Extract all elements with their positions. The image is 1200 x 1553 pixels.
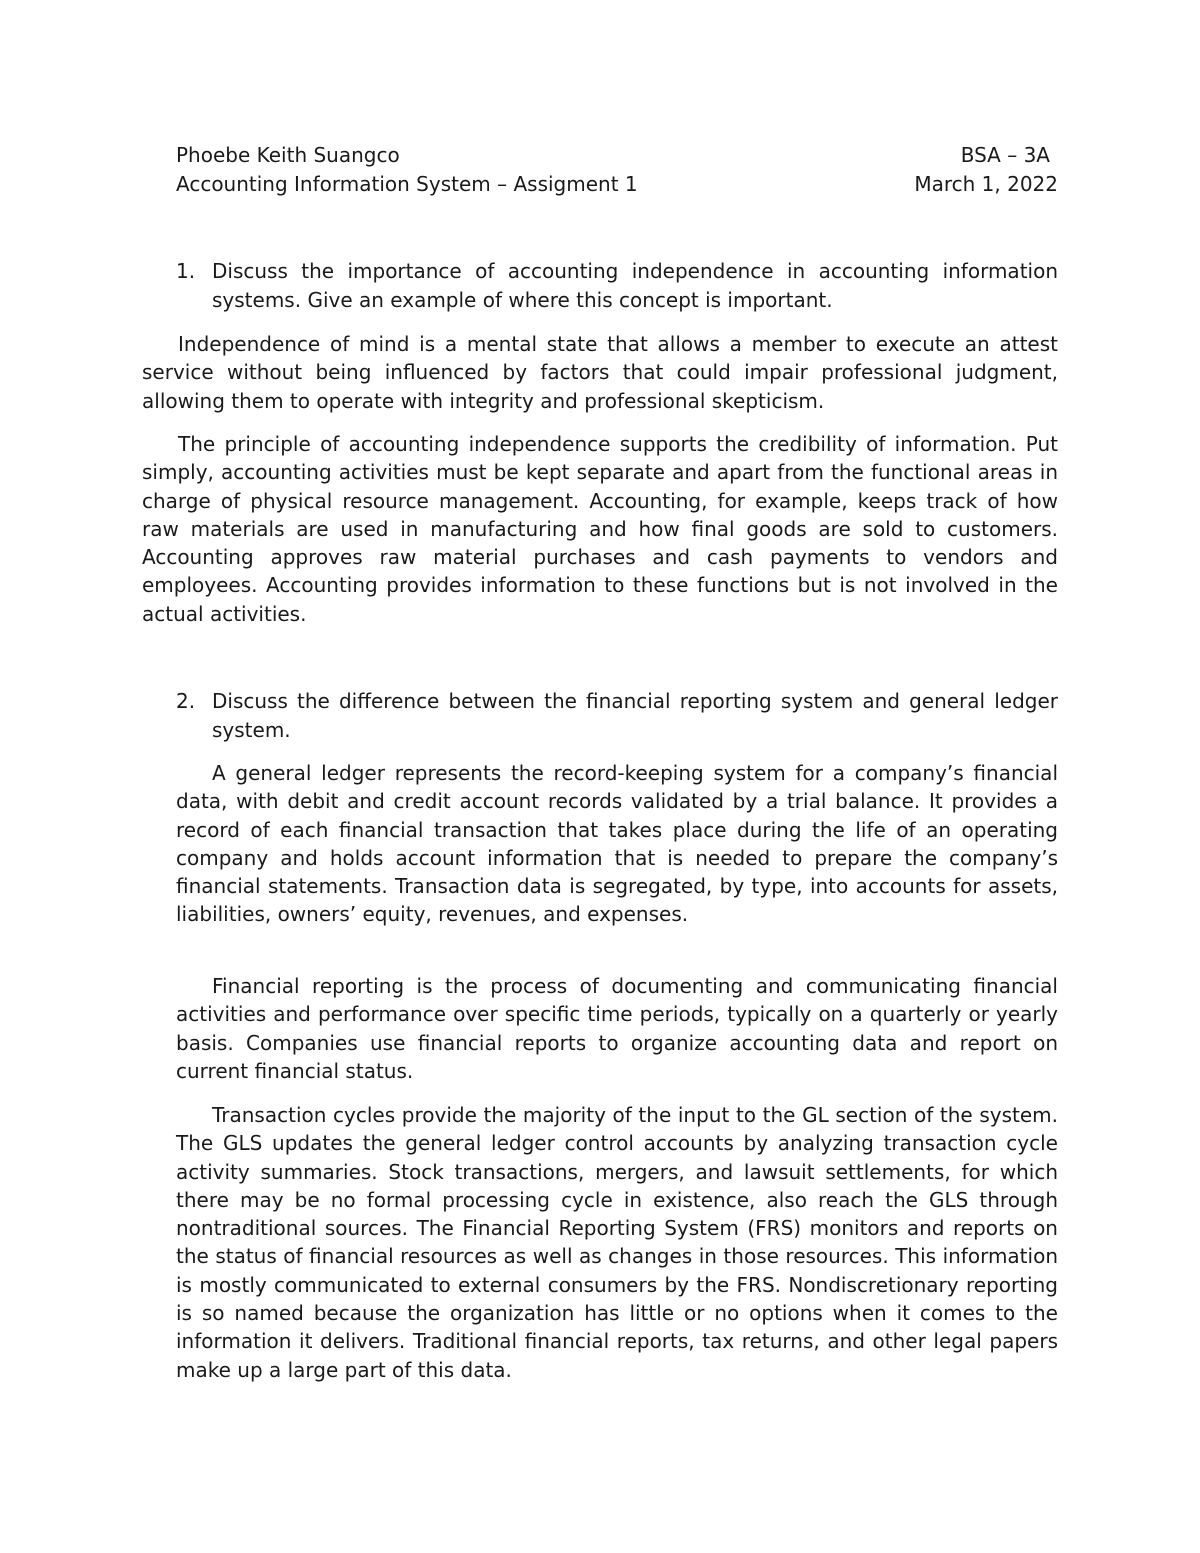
document-header (176, 141, 1058, 198)
question-prompt: Discuss the difference between the financial reporting system and general ledger system. (212, 689, 1058, 742)
answer-paragraph: The principle of accounting independence supports the credibility of information. Put simply, accounting activities must be kept separate and apart from the functional areas in charge of physical resource management. Accounting, for example, keeps track of how raw materials are used in manufacturing and how final goods are sold to customers. Accounting approves raw material purchases and cash payments to vendors and employees. Accounting provides information to these functions but is not involved in the actual activities. (142, 432, 1058, 626)
answer-paragraph: Transaction cycles provide the majority of the input to the GL section of the system. The GLS updates the general ledger control accounts by analyzing transaction cycle activity summaries. Stock transactions, mergers, and lawsuit settlements, for which there may be no formal processing cycle in existence, also reach the GLS through nontraditional sources. The Financial Reporting System (FRS) monitors and reports on the status of financial resources as well as changes in those resources. This information is mostly communicated to external consumers by the FRS. Nondiscretionary reporting is so named because the organization has little or no options when it comes to the information it delivers. Traditional financial reports, tax returns, and other legal papers make up a large part of this data. (176, 1103, 1058, 1382)
answer-paragraph: Independence of mind is a mental state that allows a member to execute an attest service without being influenced by factors that could impair professional judgment, allowing them to operate with integrity and professional skepticism. (142, 332, 1058, 413)
answer-paragraph: A general ledger represents the record-keeping system for a company’s financial data, with debit and credit account records validated by a trial balance. It provides a record of each financial transaction that takes place during the life of an operating company and holds account information that is needed to prepare the company’s financial statements. Transaction data is segregated, by type, into accounts for assets, liabilities, owners’ equity, revenues, and expenses. (176, 761, 1058, 927)
assignment-date: March 1, 2022 (914, 171, 1058, 196)
question-number: 2. (176, 689, 196, 713)
header-row-2 (176, 170, 1058, 199)
section-label: BSA – 3A (960, 143, 1050, 167)
question-1 (176, 257, 1058, 314)
header-row-1 (176, 141, 1058, 170)
student-name: Phoebe Keith Suangco (176, 143, 400, 167)
course-title: Accounting Information System – Assigment 1 (176, 171, 638, 196)
question-prompt: Discuss the importance of accounting independence in accounting information systems. Give an example of where this concept is important. (212, 259, 1058, 312)
answer-paragraph: Financial reporting is the process of documenting and communicating financial activities and performance over specific time periods, typically on a quarterly or yearly basis. Companies use financial reports to organize accounting data and report on current financial status. (176, 974, 1058, 1083)
question-2 (176, 687, 1058, 744)
question-number: 1. (176, 259, 196, 283)
